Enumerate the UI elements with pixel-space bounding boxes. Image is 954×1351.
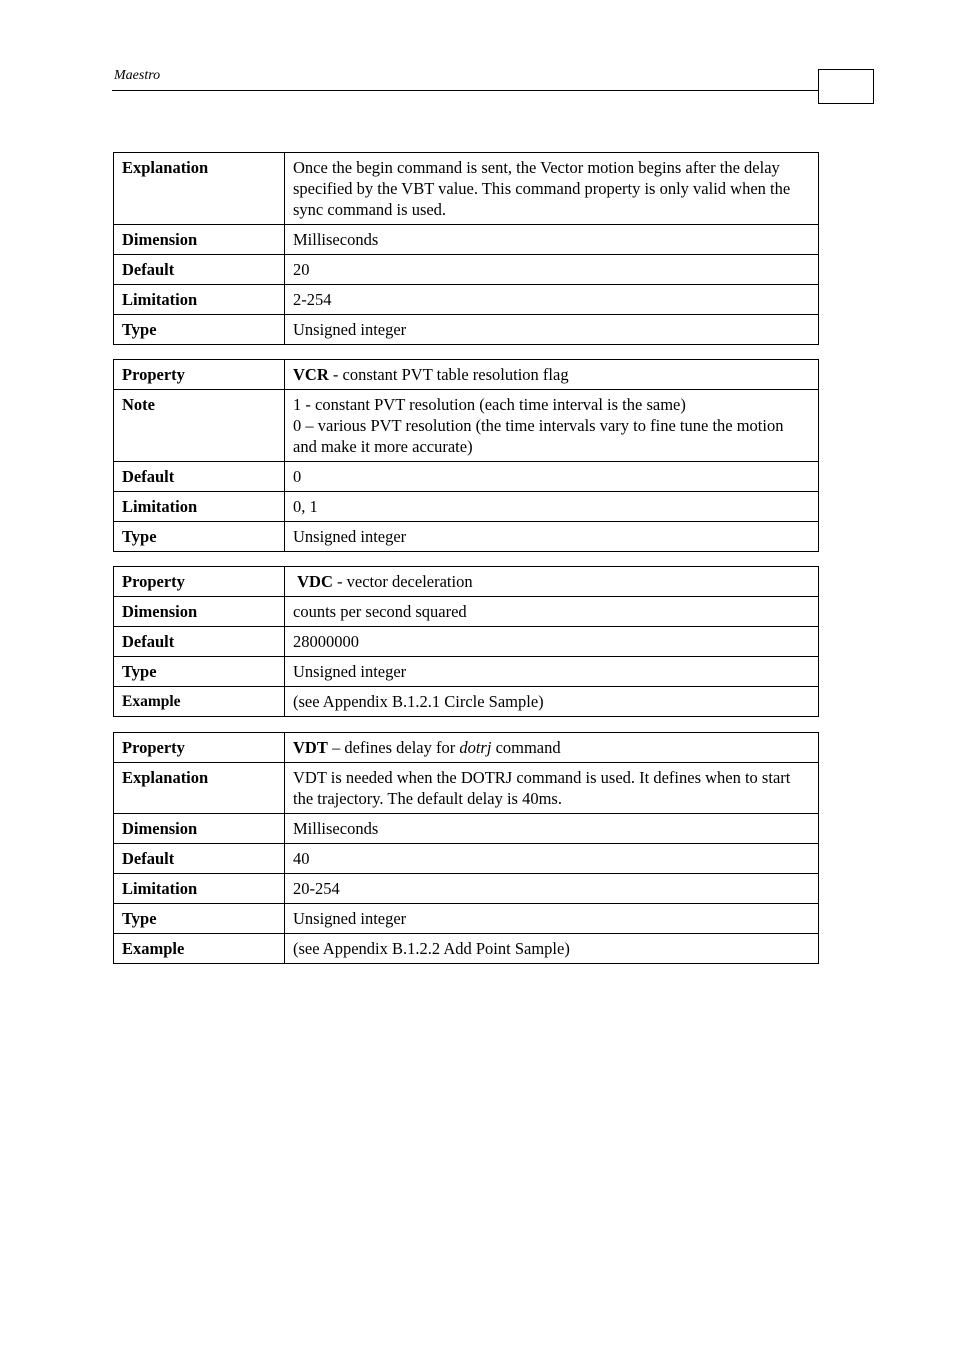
vdc-property-table	[113, 566, 819, 717]
command-name: dotrj	[459, 738, 492, 757]
row-value: Milliseconds	[285, 814, 819, 844]
table-row	[114, 814, 819, 844]
row-value: 20-254	[285, 874, 819, 904]
property-code: VDC	[297, 572, 333, 591]
table-row	[114, 225, 819, 255]
row-key: Explanation	[114, 763, 285, 814]
page-number-box	[818, 69, 874, 104]
row-key: Dimension	[114, 814, 285, 844]
row-key: Dimension	[114, 597, 285, 627]
table-row	[114, 522, 819, 552]
row-key: Explanation	[114, 153, 285, 225]
property-desc: - vector deceleration	[332, 572, 473, 591]
table-row	[114, 627, 819, 657]
row-value: Unsigned integer	[285, 657, 819, 687]
row-key: Limitation	[114, 285, 285, 315]
row-value: 20	[285, 255, 819, 285]
row-value: Unsigned integer	[285, 904, 819, 934]
page-header	[112, 66, 818, 91]
property-desc: – defines delay for	[327, 738, 460, 757]
table-row	[114, 255, 819, 285]
row-key: Type	[114, 522, 285, 552]
table-row	[114, 763, 819, 814]
table-row	[114, 462, 819, 492]
row-value: (see Appendix B.1.2.1 Circle Sample)	[285, 687, 819, 717]
row-value: 2-254	[285, 285, 819, 315]
row-value: (see Appendix B.1.2.2 Add Point Sample)	[285, 934, 819, 964]
row-key: Type	[114, 904, 285, 934]
row-key: Type	[114, 657, 285, 687]
row-value: Unsigned integer	[285, 522, 819, 552]
table-row	[114, 687, 819, 717]
row-value	[285, 390, 819, 462]
table-row	[114, 285, 819, 315]
row-key: Note	[114, 390, 285, 462]
table-row	[114, 315, 819, 345]
row-key: Default	[114, 255, 285, 285]
row-value	[285, 360, 819, 390]
row-key: Dimension	[114, 225, 285, 255]
table-row	[114, 492, 819, 522]
row-value: 0, 1	[285, 492, 819, 522]
row-key: Property	[114, 360, 285, 390]
row-value: Milliseconds	[285, 225, 819, 255]
table-row	[114, 874, 819, 904]
row-value: VDT is needed when the DOTRJ command is used. It defines when to start the trajectory. The default delay is 40ms.	[285, 763, 819, 814]
table-row	[114, 597, 819, 627]
note-line: 0 – various PVT resolution (the time intervals vary to fine tune the motion and make it more accurate)	[293, 416, 784, 456]
row-key: Type	[114, 315, 285, 345]
table-row	[114, 657, 819, 687]
table-row	[114, 934, 819, 964]
property-desc: - constant PVT table resolution flag	[328, 365, 569, 384]
table-row	[114, 390, 819, 462]
row-key: Default	[114, 844, 285, 874]
row-key: Property	[114, 733, 285, 763]
row-key: Example	[114, 687, 285, 717]
row-value: Once the begin command is sent, the Vector motion begins after the delay specified by the VBT value. This command property is only valid when the sync command is used.	[285, 153, 819, 225]
table-row	[114, 153, 819, 225]
note-line: 1 - constant PVT resolution (each time interval is the same)	[293, 395, 686, 414]
table-row	[114, 733, 819, 763]
row-key: Default	[114, 627, 285, 657]
row-key: Default	[114, 462, 285, 492]
property-code: VCR	[293, 365, 329, 384]
row-value: 28000000	[285, 627, 819, 657]
row-value: counts per second squared	[285, 597, 819, 627]
row-key: Limitation	[114, 874, 285, 904]
row-value: 0	[285, 462, 819, 492]
table-row	[114, 567, 819, 597]
property-desc-end: command	[491, 738, 561, 757]
row-key: Limitation	[114, 492, 285, 522]
row-key: Example	[114, 934, 285, 964]
table-row	[114, 844, 819, 874]
table-row	[114, 360, 819, 390]
vbt-property-table	[113, 152, 819, 345]
table-row	[114, 904, 819, 934]
row-value: Unsigned integer	[285, 315, 819, 345]
header-title: Maestro	[114, 68, 161, 83]
vcr-property-table	[113, 359, 819, 552]
property-code: VDT	[293, 738, 328, 757]
row-value: 40	[285, 844, 819, 874]
row-value	[285, 733, 819, 763]
vdt-property-table	[113, 732, 819, 964]
row-key: Property	[114, 567, 285, 597]
row-value	[285, 567, 819, 597]
